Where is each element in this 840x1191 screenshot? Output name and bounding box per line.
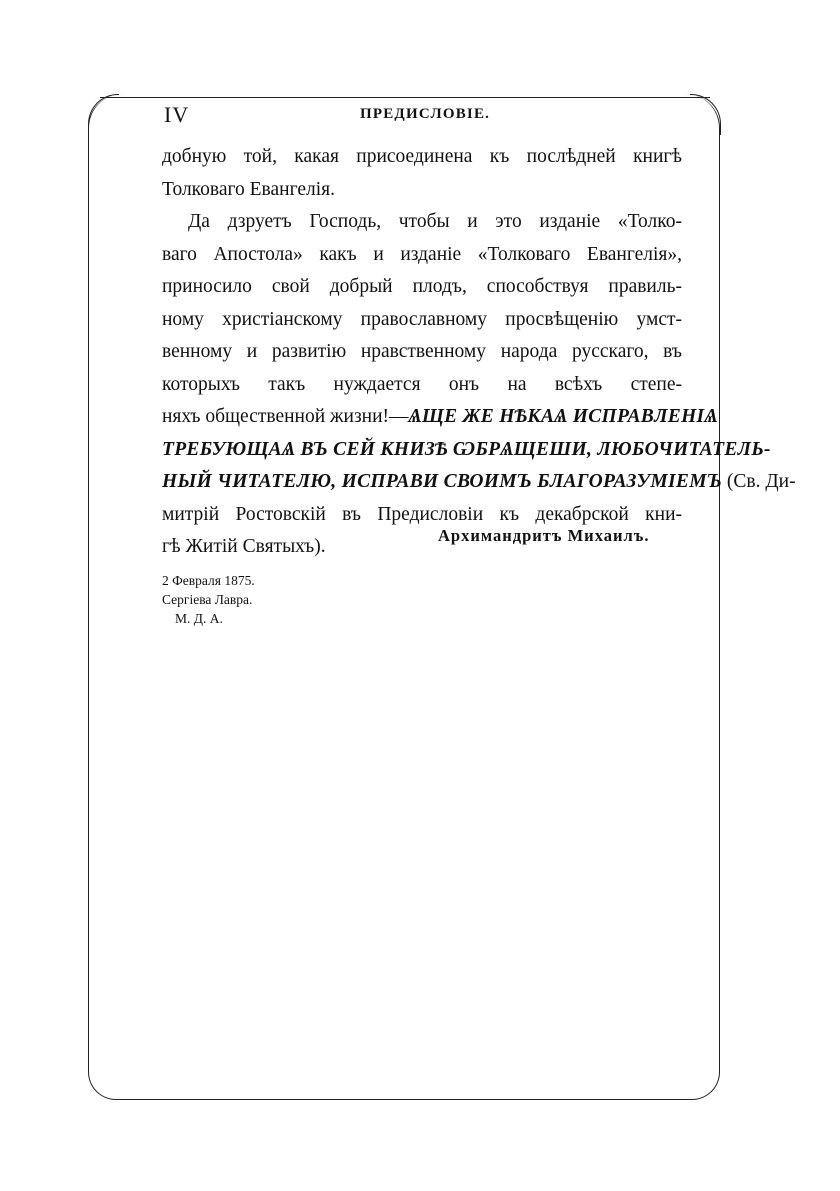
dateline bbox=[162, 571, 255, 628]
signature: Архимандритъ Михаилъ. bbox=[438, 526, 650, 545]
text-line-6: ному христіанскому православному просвѣщенію умст- bbox=[162, 308, 682, 330]
text-line-8: которыхъ такъ нуждается онъ на всѣхъ степе- bbox=[162, 373, 682, 395]
text-line-5: приносило свой добрый плодъ, способствуя правиль- bbox=[162, 276, 682, 297]
dateline-place: Сергіева Лавра. bbox=[162, 592, 253, 607]
running-title: ПРЕДИСЛОВІЕ. bbox=[360, 106, 491, 122]
page-number: IV bbox=[164, 102, 190, 127]
text-line-4: ваго Апостола» какъ и изданіе «Толковаго Евангелія», bbox=[162, 243, 682, 265]
text-line-9-civil: няхъ общественной жизни!— bbox=[162, 406, 409, 427]
text-line-11 bbox=[162, 466, 796, 499]
body-text bbox=[162, 141, 796, 564]
church-slavonic-quote-line-2: ТРЕБУЮЩАѦ ВЪ СЕЙ КНИЗѢ ѠБРѦЩЕШИ, ЛЮБОЧИТАТЕЛЬ- bbox=[162, 438, 771, 460]
dateline-date: 2 Февраля 1875. bbox=[162, 573, 255, 588]
text-line-7: венному и развитію нравственному народа русскаго, въ bbox=[162, 341, 682, 362]
text-line-2: Толковаго Евангелія. bbox=[162, 178, 335, 200]
text-line-1: добную той, какая присоединена къ послѣдней книгѣ bbox=[162, 146, 682, 167]
page-header bbox=[160, 98, 680, 132]
church-slavonic-quote-line-3: НЫЙ ЧИТАТЕЛЮ, ИСПРАВИ СВОИМЪ БЛАГОРАЗУМІЕМЪ bbox=[162, 471, 722, 492]
text-line-9 bbox=[162, 401, 718, 434]
text-line-11-civil: (Св. Ди- bbox=[722, 471, 796, 492]
text-line-12: митрій Ростовскій въ Предисловіи къ декабрской кни- bbox=[162, 503, 682, 525]
text-line-13: гѣ Житій Святыхъ). bbox=[162, 536, 326, 557]
dateline-institution: М. Д. А. bbox=[175, 611, 223, 626]
text-line-3: Да дзруетъ Господь, чтобы и это изданіе «Толко- bbox=[188, 211, 682, 232]
church-slavonic-quote-start: ѦЩЕ ЖЕ НѢКАѦ ИСПРАВЛЕНІѦ bbox=[408, 406, 718, 427]
